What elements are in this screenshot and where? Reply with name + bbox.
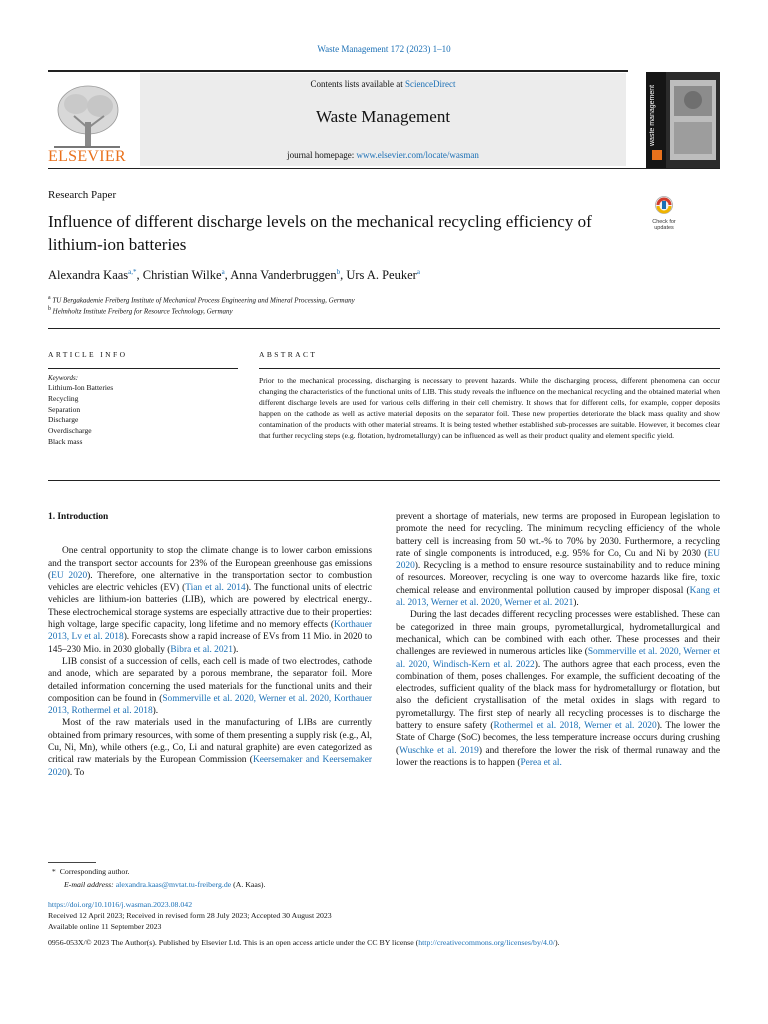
- abstract-rule: [259, 368, 720, 369]
- author-name[interactable]: Urs A. Peuker: [346, 268, 417, 283]
- abstract-bottom-rule: [48, 480, 720, 481]
- sciencedirect-link[interactable]: ScienceDirect: [405, 79, 456, 89]
- left-column-paragraphs: [48, 545, 372, 779]
- abstract-heading: ABSTRACT: [259, 350, 318, 359]
- affiliation: [48, 295, 355, 304]
- received-dates: Received 12 April 2023; Received in revised form 28 July 2023; Accepted 30 August 2023: [48, 911, 332, 920]
- author-name[interactable]: Christian Wilke: [142, 268, 222, 283]
- citation-link[interactable]: Perea et al.: [520, 757, 562, 768]
- doi-url[interactable]: https://doi.org/10.1016/j.wasman.2023.08.042: [48, 900, 193, 909]
- author-name[interactable]: Anna Vanderbruggen: [230, 268, 337, 283]
- affiliation: [48, 306, 233, 315]
- corresponding-author-note: [48, 866, 129, 877]
- citation-link[interactable]: Rothermel et al. 2018, Werner et al. 2020: [493, 721, 657, 732]
- homepage-prefix: journal homepage:: [287, 150, 357, 160]
- citation-link[interactable]: Bibra et al. 2021: [170, 644, 233, 655]
- email-link[interactable]: alexandra.kaas@mvtat.tu-freiberg.de: [115, 880, 232, 889]
- article-info-rule: [48, 368, 238, 369]
- journal-cover-image[interactable]: [646, 72, 720, 168]
- contents-line: [140, 79, 626, 89]
- body-text: ). Recycling is a method to ensure resource sustainability and to reduce mining of resources. Moreover, recycling is one way to overcome hazards like fire, toxic chemical release and environmental pollution caused by improper disposal (: [396, 561, 720, 596]
- body-text: LIB consist of a succession of cells, each cell is made of two electrodes, cathode and anode, which are separated by a porous membrane, the separator foil. More detailed information concerning the used materials for the functional units and their composition can be found in (: [48, 656, 372, 704]
- keyword: Black mass: [48, 436, 83, 446]
- body-text: ) and therefore the lower the risk of thermal runaway and the lower the reactions is to happen (: [396, 745, 720, 768]
- body-text: ). The lower the State of Charge (SoC) becomes, the less temperature increase occurs during crushing (: [396, 721, 721, 756]
- footnote-marker: *: [51, 867, 56, 876]
- cover-title: waste management: [649, 84, 656, 146]
- citation-link[interactable]: EU 2020: [396, 548, 720, 572]
- body-text: ).: [152, 706, 159, 717]
- citation-link[interactable]: Tian et al. 2014: [185, 583, 246, 594]
- paper-type: Research Paper: [48, 189, 117, 201]
- citation-link[interactable]: EU 2020: [51, 570, 88, 581]
- email-suffix: (A. Kaas).: [231, 880, 266, 889]
- body-text: ). The authors agree that each process, even the combination of them, poses challenges. For example, the sufficient decoating of the electrodes, sufficient quality of the black mass for hydrometallurgy or flotation, but also the deficient crystallisation of the metal oxides in slags with regard to pyrometallurgy. The first step of nearly all recycling processes is to discharge the battery to ensure safety (: [396, 659, 720, 732]
- author-affil-marker[interactable]: b: [336, 268, 341, 276]
- corresponding-label: Corresponding author.: [59, 867, 130, 876]
- contents-prefix: Contents lists available at: [310, 79, 405, 89]
- keyword: Discharge: [48, 415, 79, 425]
- homepage-link[interactable]: www.elsevier.com/locate/wasman: [356, 150, 479, 160]
- cover-art: [646, 72, 720, 168]
- header-bottom-rule: [48, 168, 720, 169]
- citation-link[interactable]: Sommerville et al. 2020, Werner et al. 2020, Korthauer 2013, Rothermel et al. 2018: [48, 693, 372, 717]
- body-text: ).: [232, 644, 239, 655]
- doi-link[interactable]: [48, 899, 192, 910]
- keyword: Lithium-Ion Batteries: [48, 383, 114, 392]
- citation-link[interactable]: Sommerville et al. 2020, Werner et al. 2020, Windisch-Kern et al. 2022: [396, 647, 720, 670]
- available-online: Available online 11 September 2023: [48, 922, 162, 931]
- section-rule: [48, 328, 720, 329]
- journal-title: Waste Management: [315, 107, 451, 126]
- affiliation-text: Helmholtz Institute Freiberg for Resource Technology, Germany: [52, 307, 233, 316]
- body-paragraph: [48, 545, 372, 656]
- body-text: ). The functional units of electric vehicles are lithium-ion batteries (LIB), which are powered by electrical energy.. These electrochemical storage systems are especially attractive due to their properties: high voltage, large specific capacity, long lifetime and no memory effects (: [48, 583, 372, 631]
- keyword-list: [48, 383, 113, 448]
- body-text: ). Therefore, one alternative in the transportation sector to combustion vehicles are electric vehicles (EV) (: [48, 570, 373, 594]
- license-suffix: ).: [554, 938, 560, 947]
- journal-homepage-line: [140, 150, 626, 160]
- citation-link[interactable]: Wuschke et al. 2019: [399, 745, 479, 756]
- elsevier-logo: [46, 78, 128, 168]
- body-paragraph: [48, 656, 372, 717]
- email-note: [64, 879, 265, 890]
- article-title: Influence of different discharge levels on the mechanical recycling efficiency of lithium-ion batteries: [48, 212, 592, 254]
- right-column-paragraphs: [396, 511, 720, 769]
- body-text: Most of the raw materials used in the manufacturing of LIBs are currently obtained from primary resources, with some of them presenting a supply risk (e.g., Al, Cu, Ni, Mn), while others (e.g., Co, Li and natural graphite) are even categorized as critical raw materials by the European Commission (: [48, 718, 372, 766]
- body-text: One central opportunity to stop the climate change is to lower carbon emissions and the transport sector accounts for 23% of the European greenhouse gas emissions (: [48, 546, 372, 581]
- keywords-label: Keywords:: [48, 374, 79, 382]
- publisher-name: ELSEVIER: [48, 148, 126, 165]
- body-text: prevent a shortage of materials, new terms are proposed in European legislation to promote the need for recycling. The minimum recycling efficiency of the whole battery cell is increasing from 50 wt.-% to 70% by 2030. Furthermore, a recycling rate of single components is introduced, e.g. 95% for Co, Cu and Ni by 2030 (: [396, 512, 720, 559]
- affiliation-marker: a: [48, 295, 51, 301]
- affiliation-marker: b: [48, 306, 51, 312]
- body-text: During the last decades different recycling processes were established. These can be categorized in three main groups, pyrometallurgical, hydrometallurgical and mechanical, which can be combined with each other. These processes and their challenges are reviewed in numerous articles like (: [396, 610, 720, 658]
- license-prefix: 0956-053X/© 2023 The Author(s). Published by Elsevier Ltd. This is an open access article under the CC BY license (: [48, 938, 419, 947]
- keyword: Recycling: [48, 393, 79, 403]
- body-column-right: [396, 511, 720, 769]
- author-affil-marker[interactable]: a,*: [128, 268, 137, 276]
- affiliation-text: TU Bergakademie Freiberg Institute of Mechanical Process Engineering and Mineral Processing, Germany: [52, 296, 355, 305]
- citation-link[interactable]: Keersemaker and Keersemaker 2020: [48, 755, 373, 778]
- body-column-left: [48, 511, 372, 779]
- check-updates-line1: Check for: [652, 219, 676, 225]
- citation-link[interactable]: Korthauer 2013, Lv et al. 2018: [48, 620, 372, 643]
- section-heading: 1. Introduction: [48, 512, 109, 522]
- body-paragraph: [396, 511, 720, 609]
- check-updates-line2: updates: [654, 225, 674, 231]
- license-link[interactable]: http://creativecommons.org/licenses/by/4.0/: [418, 938, 555, 947]
- author-affil-marker[interactable]: a: [221, 268, 225, 276]
- email-label: E-mail address:: [64, 880, 114, 889]
- abstract-text: Prior to the mechanical processing, discharging is necessary to prevent hazards. While the discharging process, different phenomena can occur changing the characteristics of the functional units of LIB. This study reveals the influence on the mechanical recycling and the obtained material when different discharge levels are used for various cells differing in their cell chemistry. It shows that for different cells, for example, copper deposits happen on the cathode as well as active material deposits on the separator foil. These new properties deteriorate the black mass quality and show contamination of the products with other material streams. It is being tested whether established sub-processes are suitable. However, it becomes clear that further recycling steps (e.g. flotation, hydrometallurgy) can be influenced as well as their product quality and element specific yield.: [259, 376, 720, 440]
- author-separator: ,: [224, 268, 231, 283]
- keyword: Overdischarge: [48, 426, 92, 436]
- author-separator: ,: [340, 268, 347, 283]
- author-separator: ,: [136, 268, 143, 283]
- citation-link[interactable]: Kang et al. 2013, Werner et al. 2020, Werner et al. 2021: [396, 585, 720, 609]
- check-for-updates-button[interactable]: [644, 196, 684, 230]
- body-text: ).: [573, 598, 579, 609]
- license-line: [48, 937, 728, 948]
- author-list: [48, 268, 420, 283]
- body-text: ). Forecasts show a rapid increase of EVs from 11 Mio. in 2020 to 145–230 Mio. in 2030 globally (: [48, 632, 373, 655]
- body-paragraph: [48, 717, 372, 778]
- footnote-rule: [48, 862, 96, 863]
- header-top-rule: [48, 70, 628, 72]
- check-updates-icon: [644, 196, 684, 214]
- article-info-heading: ARTICLE INFO: [48, 350, 128, 359]
- body-paragraph: [396, 609, 720, 769]
- author-affil-marker[interactable]: a: [416, 268, 420, 276]
- journal-reference[interactable]: Waste Management 172 (2023) 1–10: [317, 44, 451, 54]
- body-text: ). To: [66, 767, 85, 778]
- keyword: Separation: [48, 404, 81, 414]
- author-name[interactable]: Alexandra Kaas: [48, 268, 129, 283]
